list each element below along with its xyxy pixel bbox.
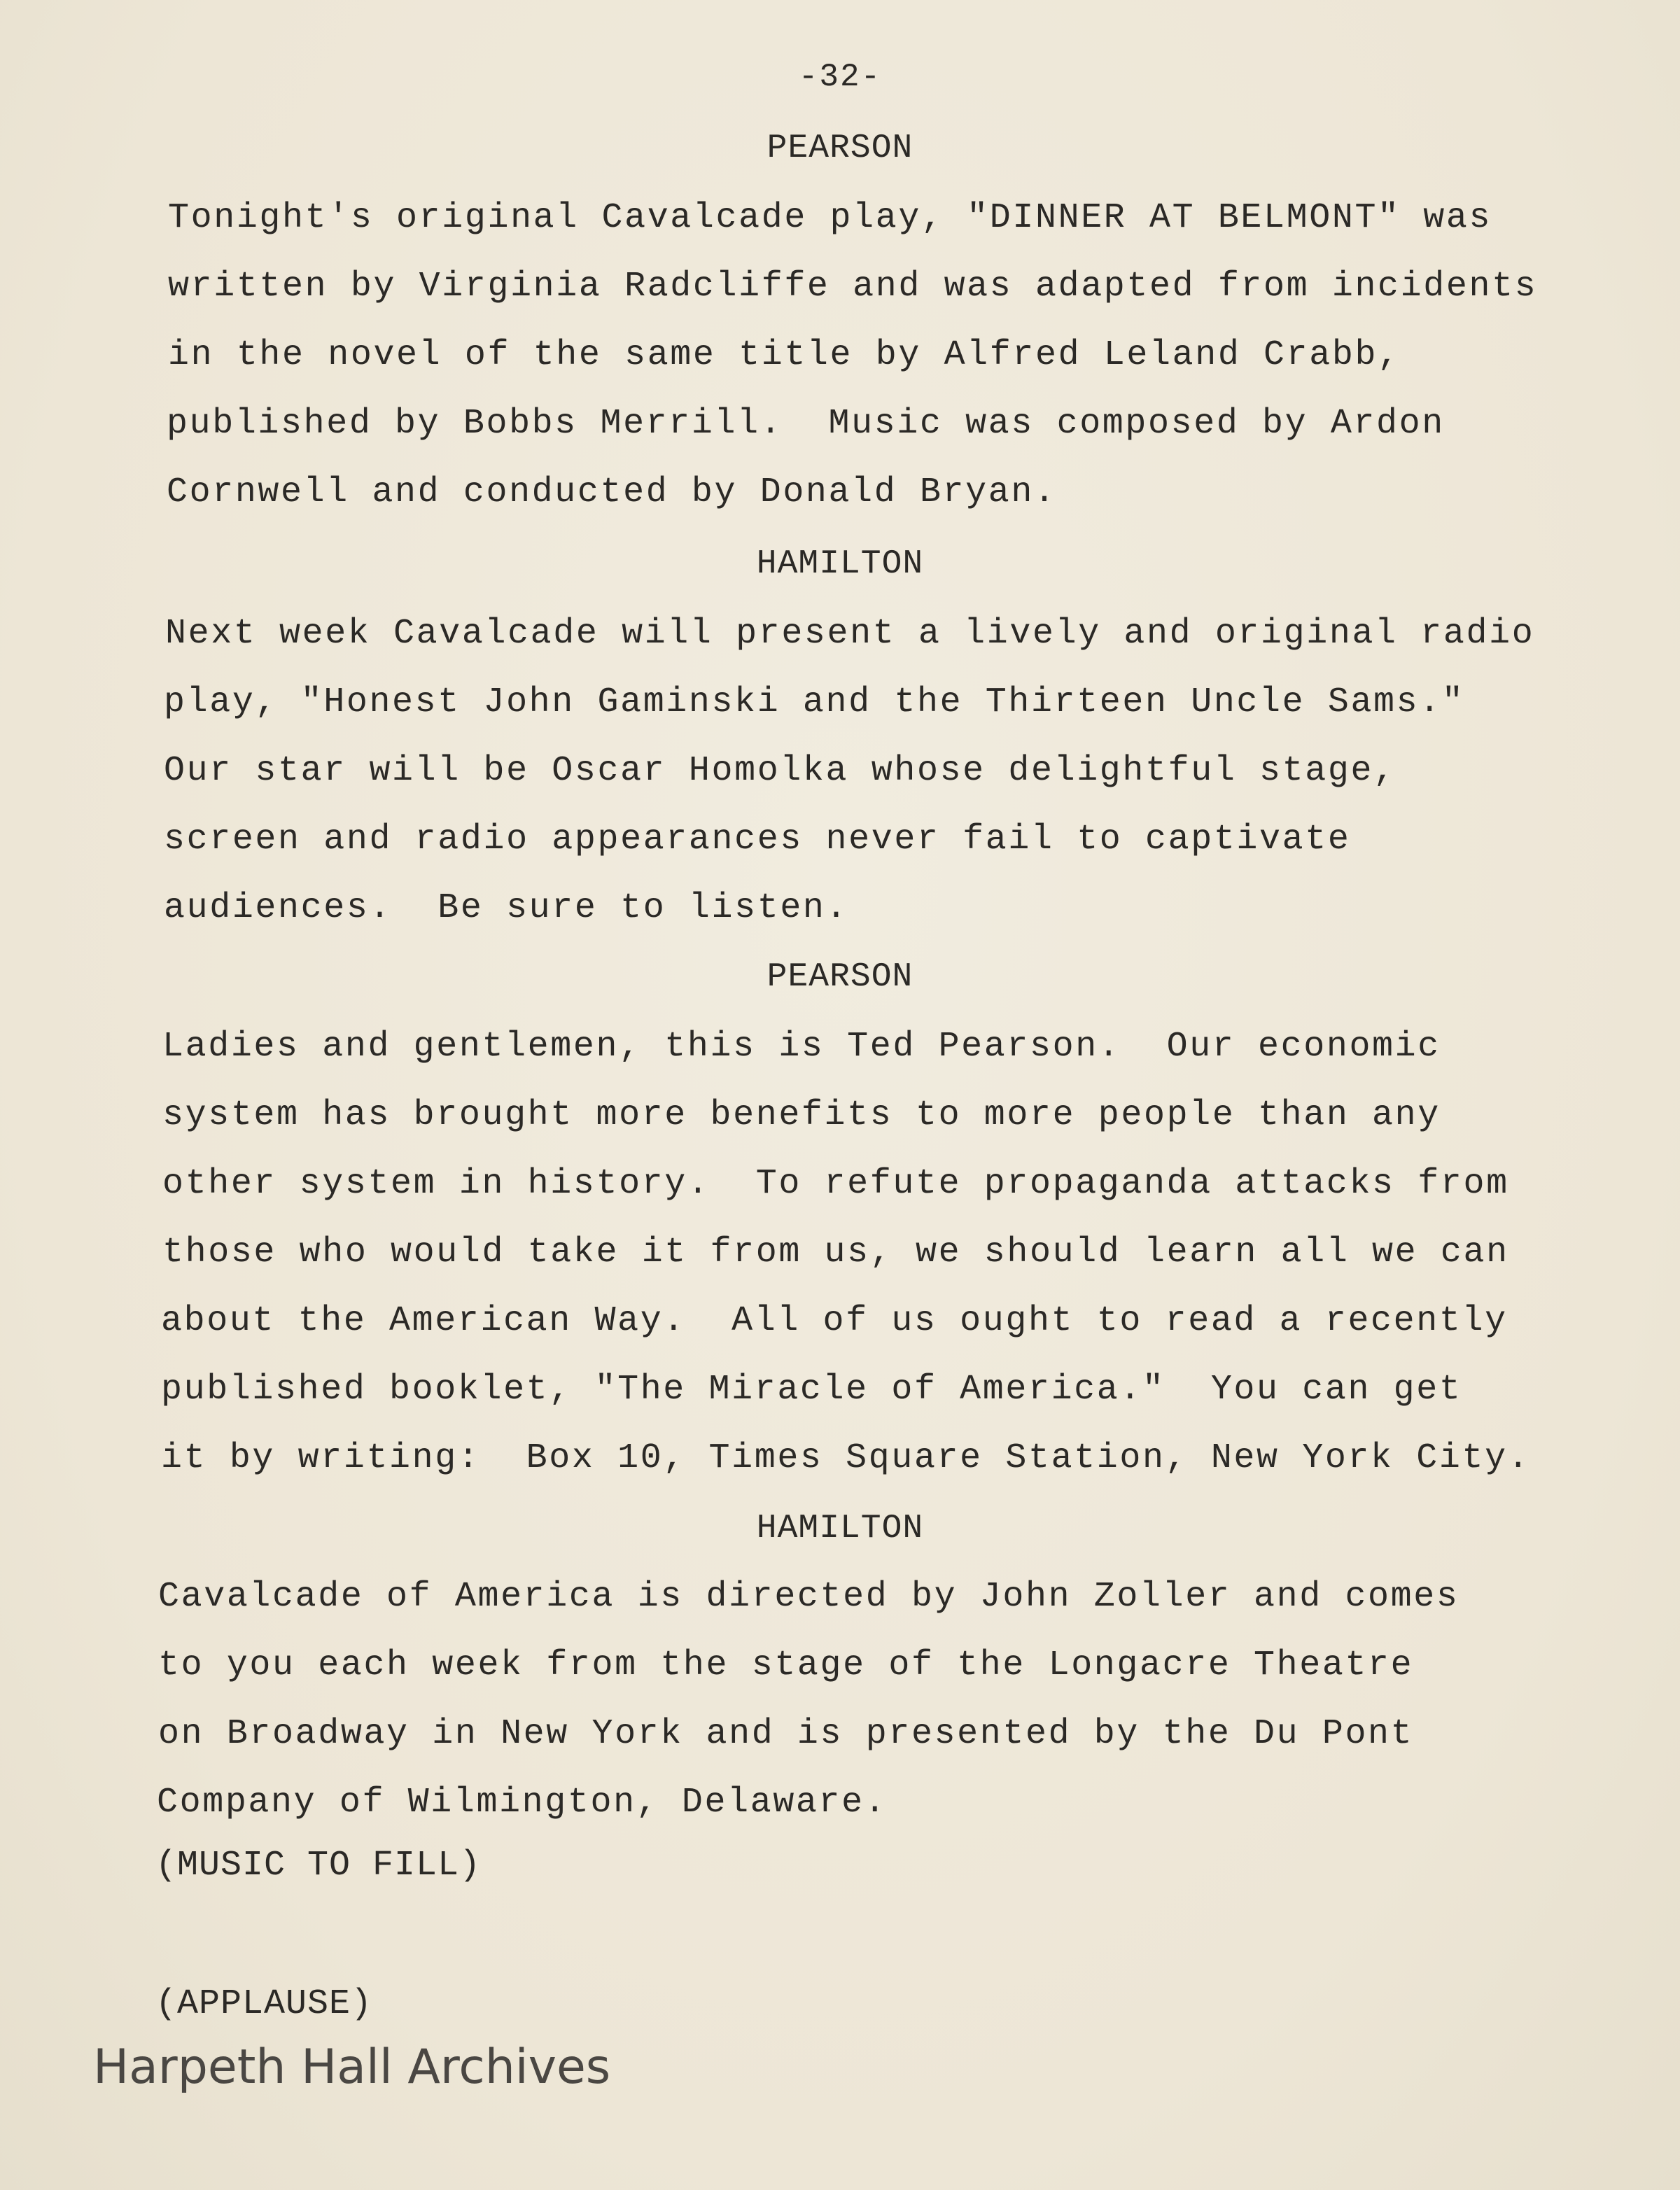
script-line: play, "Honest John Gaminski and the Thirteen Uncle Sams." (164, 682, 1465, 722)
speaker-heading: PEARSON (766, 958, 913, 996)
script-line: other system in history. To refute propaganda attacks from (162, 1164, 1509, 1204)
script-line: published booklet, "The Miracle of America." You can get (161, 1370, 1462, 1410)
script-line: written by Virginia Radcliffe and was adapted from incidents (168, 267, 1538, 307)
speaker-heading: HAMILTON (756, 1510, 924, 1547)
script-line: to you each week from the stage of the Longacre Theatre (158, 1645, 1414, 1685)
archive-watermark: Harpeth Hall Archives (93, 2040, 611, 2095)
music-cue: (MUSIC TO FILL) (155, 1846, 482, 1886)
script-line: in the novel of the same title by Alfred Leland Crabb, (168, 335, 1401, 375)
script-line: published by Bobbs Merrill. Music was composed by Ardon (167, 404, 1445, 444)
script-line: Ladies and gentlemen, this is Ted Pearson. Our economic (162, 1027, 1441, 1067)
speaker-heading: PEARSON (766, 129, 913, 167)
script-line: audiences. Be sure to listen. (164, 888, 849, 928)
script-line: those who would take it from us, we should learn all we can (162, 1233, 1509, 1272)
script-line: on Broadway in New York and is presented by the Du Pont (158, 1714, 1414, 1754)
script-line: Our star will be Oscar Homolka whose delightful stage, (164, 751, 1396, 791)
speaker-heading: HAMILTON (756, 545, 924, 583)
script-line: about the American Way. All of us ought to read a recently (161, 1301, 1508, 1341)
page-number: -32- (798, 59, 882, 95)
script-line: Tonight's original Cavalcade play, "DINNER AT BELMONT" was (168, 198, 1492, 238)
script-line: Cavalcade of America is directed by John Zoller and comes (158, 1577, 1460, 1617)
script-line: Company of Wilmington, Delaware. (157, 1783, 888, 1823)
script-line: it by writing: Box 10, Times Square Station, New York City. (161, 1438, 1531, 1478)
applause-cue: (APPLAUSE) (155, 1984, 373, 2024)
script-line: system has brought more benefits to more people than any (162, 1095, 1441, 1135)
script-line: screen and radio appearances never fail to captivate (164, 820, 1351, 859)
script-line: Cornwell and conducted by Donald Bryan. (167, 472, 1057, 512)
script-line: Next week Cavalcade will present a lively and original radio (165, 614, 1535, 654)
